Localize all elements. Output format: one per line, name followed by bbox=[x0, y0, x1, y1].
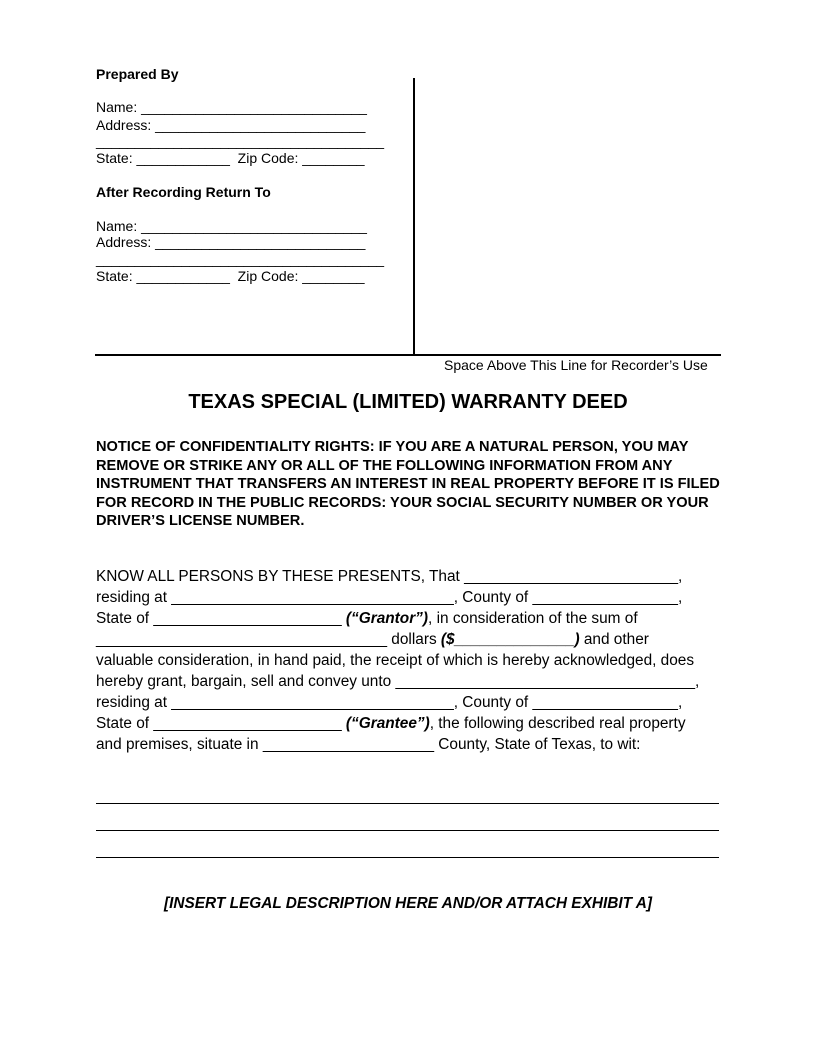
legal-description-line-1[interactable] bbox=[96, 803, 719, 804]
property-text: , the following described real property bbox=[429, 715, 686, 732]
return-to-address-line2-field[interactable]: _____________________________________ bbox=[96, 251, 385, 267]
body-line-2[interactable]: residing at _________________________________, County of _________________, bbox=[96, 589, 683, 606]
body-line-3[interactable] bbox=[96, 608, 726, 629]
return-to-name-field[interactable]: Name: _____________________________ bbox=[96, 218, 367, 234]
recorder-divider-vertical bbox=[413, 78, 415, 355]
other-consideration-text: and other bbox=[579, 631, 649, 648]
grantor-label: (“Grantor”) bbox=[345, 610, 429, 627]
deed-body bbox=[96, 566, 726, 755]
deed-title: TEXAS SPECIAL (LIMITED) WARRANTY DEED bbox=[188, 391, 628, 413]
prepared-by-address-line2-field[interactable]: _____________________________________ bbox=[96, 133, 385, 149]
prepared-by-name-field[interactable]: Name: _____________________________ bbox=[96, 99, 367, 115]
return-to-address-field[interactable]: Address: ___________________________ bbox=[96, 234, 366, 250]
amount-words-field[interactable]: __________________________________ dollars bbox=[96, 631, 441, 648]
body-line-5: valuable consideration, in hand paid, the receipt of which is hereby acknowledged, does bbox=[96, 652, 695, 669]
recorder-use-note: Space Above This Line for Recorder’s Use bbox=[444, 357, 708, 373]
grantor-state-field[interactable]: State of ______________________ bbox=[96, 610, 346, 627]
body-line-8[interactable] bbox=[96, 713, 726, 734]
legal-description-placeholder: [INSERT LEGAL DESCRIPTION HERE AND/OR ATTACH EXHIBIT A] bbox=[164, 895, 652, 912]
body-line-9[interactable]: and premises, situate in ____________________ County, State of Texas, to wit: bbox=[96, 736, 641, 753]
consideration-text: , in consideration of the sum of bbox=[428, 610, 638, 627]
body-line-1[interactable]: KNOW ALL PERSONS BY THESE PRESENTS, That _________________________, bbox=[96, 568, 683, 585]
grantee-state-field[interactable]: State of ______________________ bbox=[96, 715, 346, 732]
legal-description-line-2[interactable] bbox=[96, 830, 719, 831]
grantee-label: (“Grantee”) bbox=[345, 715, 430, 732]
amount-number-field[interactable]: ($______________) bbox=[440, 631, 580, 648]
body-line-7[interactable]: residing at _________________________________, County of _________________, bbox=[96, 694, 683, 711]
return-to-state-zip-field[interactable]: State: ____________ Zip Code: ________ bbox=[96, 268, 365, 284]
confidentiality-notice: NOTICE OF CONFIDENTIALITY RIGHTS: IF YOU ARE A NATURAL PERSON, YOU MAY REMOVE OR STRIKE ANY OR ALL OF THE FOLLOWING INFORMATION FROM ANY INSTRUMENT THAT TRANSFERS AN INTEREST IN REAL PROPERTY BEFORE IT IS FILED FOR RECORD IN THE PUBLIC RECORDS: YOUR SOCIAL SECURITY NUMBER OR YOUR DRIVER’S LICENSE NUMBER. bbox=[96, 439, 720, 529]
return-to-heading: After Recording Return To bbox=[96, 184, 271, 200]
body-line-4[interactable] bbox=[96, 629, 726, 650]
prepared-by-address-field[interactable]: Address: ___________________________ bbox=[96, 117, 366, 133]
recorder-divider-horizontal bbox=[95, 354, 721, 356]
prepared-by-heading: Prepared By bbox=[96, 66, 179, 82]
legal-description-line-3[interactable] bbox=[96, 857, 719, 858]
body-line-6[interactable]: hereby grant, bargain, sell and convey unto ___________________________________, bbox=[96, 673, 700, 690]
prepared-by-state-zip-field[interactable]: State: ____________ Zip Code: ________ bbox=[96, 150, 365, 166]
